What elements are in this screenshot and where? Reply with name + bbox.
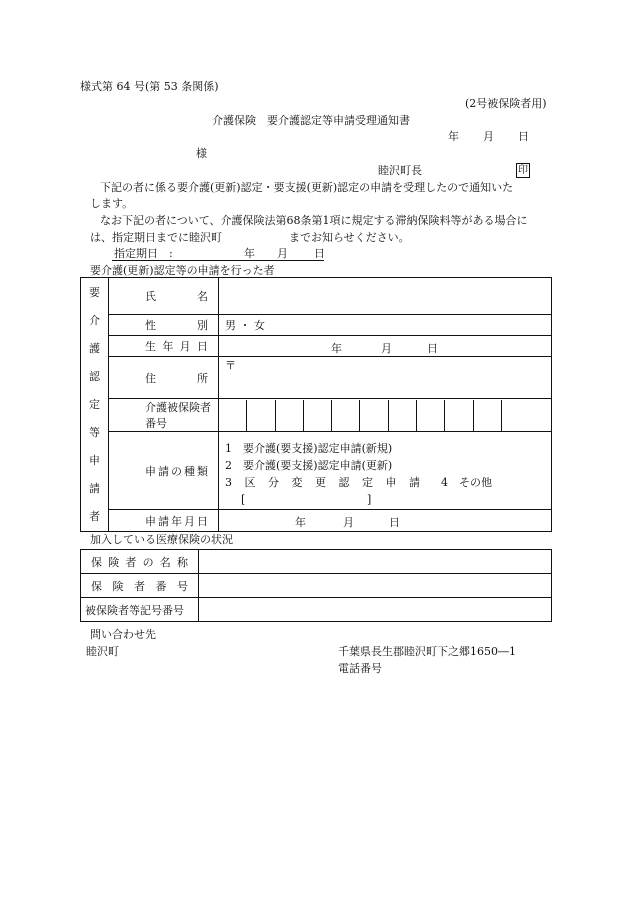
digit-cell[interactable] xyxy=(219,400,247,431)
digit-cell[interactable] xyxy=(445,400,473,431)
application-month: 月 xyxy=(343,516,354,529)
application-type-field[interactable] xyxy=(219,432,552,510)
application-year: 年 xyxy=(295,516,306,529)
digit-cell[interactable] xyxy=(276,400,304,431)
insurer-name-field[interactable] xyxy=(199,550,552,574)
notice-para2-line2-a: は、指定期日までに睦沢町 xyxy=(90,231,222,244)
contact-heading: 問い合わせ先 xyxy=(90,628,156,641)
sex-label: 性 別 xyxy=(109,315,219,336)
deadline-row xyxy=(112,247,324,261)
insurance-table xyxy=(80,549,552,622)
insured-symbol-field[interactable] xyxy=(199,598,552,622)
name-field[interactable] xyxy=(219,278,552,315)
sex-options[interactable]: 男 ・ 女 xyxy=(225,319,265,332)
address-label: 住 所 xyxy=(109,357,219,399)
digit-cell[interactable] xyxy=(474,400,502,431)
contact-office: 睦沢町 xyxy=(86,645,119,658)
form-number: 様式第 64 号(第 53 条関係) xyxy=(80,80,219,93)
issue-date-day: 日 xyxy=(518,130,529,143)
insurer-name-label: 保 険 者 の 名 称 xyxy=(81,550,199,574)
type-option-renewal[interactable]: 2 要介護(要支援)認定申請(更新) xyxy=(225,459,393,472)
application-day: 日 xyxy=(389,516,400,529)
digit-cell[interactable] xyxy=(332,400,360,431)
digit-cell[interactable] xyxy=(502,400,551,431)
insurer-number-label: 保 険 者 番 号 xyxy=(81,574,199,598)
deadline-year: 年 xyxy=(244,247,255,260)
insurer-number-field[interactable] xyxy=(199,574,552,598)
insured-category: (2号被保険者用) xyxy=(465,97,547,110)
issuer-name: 睦沢町長 xyxy=(378,164,422,177)
birthdate-label: 生 年 月 日 xyxy=(109,336,219,357)
digit-cell[interactable] xyxy=(417,400,445,431)
deadline-label: 指定期日 : xyxy=(114,247,173,260)
digit-cell[interactable] xyxy=(360,400,388,431)
applicant-vertical-label: 要 介 護 認 定 等 申 請 者 xyxy=(81,278,109,532)
deadline-month: 月 xyxy=(277,247,288,260)
notice-para1-line2: します。 xyxy=(90,197,134,210)
address-field[interactable] xyxy=(219,357,552,399)
issue-date-month: 月 xyxy=(483,130,494,143)
digit-cell[interactable] xyxy=(247,400,275,431)
addressee-suffix: 様 xyxy=(196,147,207,160)
application-date-field[interactable] xyxy=(219,510,552,532)
application-type-label: 申 請 の 種 類 xyxy=(109,432,219,510)
notice-para2-line2-b: までお知らせください。 xyxy=(289,231,410,244)
notice-para2-line1: なお下記の者について、介護保険法第68条第1項に規定する滞納保険料等がある場合に xyxy=(100,214,528,227)
sex-field[interactable] xyxy=(219,315,552,336)
birth-day: 日 xyxy=(427,342,438,355)
digit-cell[interactable] xyxy=(304,400,332,431)
postal-mark: 〒 xyxy=(225,359,236,372)
insured-symbol-label: 被保険者等記号番号 xyxy=(81,598,199,622)
other-bracket-open: [ xyxy=(241,493,246,506)
applicant-table xyxy=(80,277,552,532)
seal-mark: 印 xyxy=(518,165,528,176)
birthdate-field[interactable] xyxy=(219,336,552,357)
issue-date-year: 年 xyxy=(448,130,459,143)
other-bracket-close: ] xyxy=(367,493,372,506)
insured-number-field[interactable] xyxy=(219,399,552,432)
document-title: 介護保険 要介護認定等申請受理通知書 xyxy=(212,114,410,127)
applicant-section-heading: 要介護(更新)認定等の申請を行った者 xyxy=(90,264,275,277)
name-label: 氏 名 xyxy=(109,278,219,315)
insured-number-label: 介護被保険者番号 xyxy=(109,399,219,432)
contact-phone-label: 電話番号 xyxy=(338,662,382,675)
deadline-day: 日 xyxy=(314,247,325,260)
type-option-other[interactable]: 4 その他 xyxy=(441,476,492,489)
digit-cell[interactable] xyxy=(389,400,417,431)
birth-month: 月 xyxy=(381,342,392,355)
birth-year: 年 xyxy=(331,342,342,355)
insurance-section-heading: 加入している医療保険の状況 xyxy=(90,533,233,546)
contact-address: 千葉県長生郡睦沢町下之郷1650―1 xyxy=(338,645,516,658)
application-date-label: 申 請 年 月 日 xyxy=(109,510,219,532)
type-option-new[interactable]: 1 要介護(要支援)認定申請(新規) xyxy=(225,442,393,455)
type-option-category-change[interactable]: 3 区 分 変 更 認 定 申 請 xyxy=(225,476,420,489)
insured-number-digits xyxy=(219,400,551,431)
notice-para1-line1: 下記の者に係る要介護(更新)認定・要支援(更新)認定の申請を受理したので通知いた xyxy=(100,181,514,194)
